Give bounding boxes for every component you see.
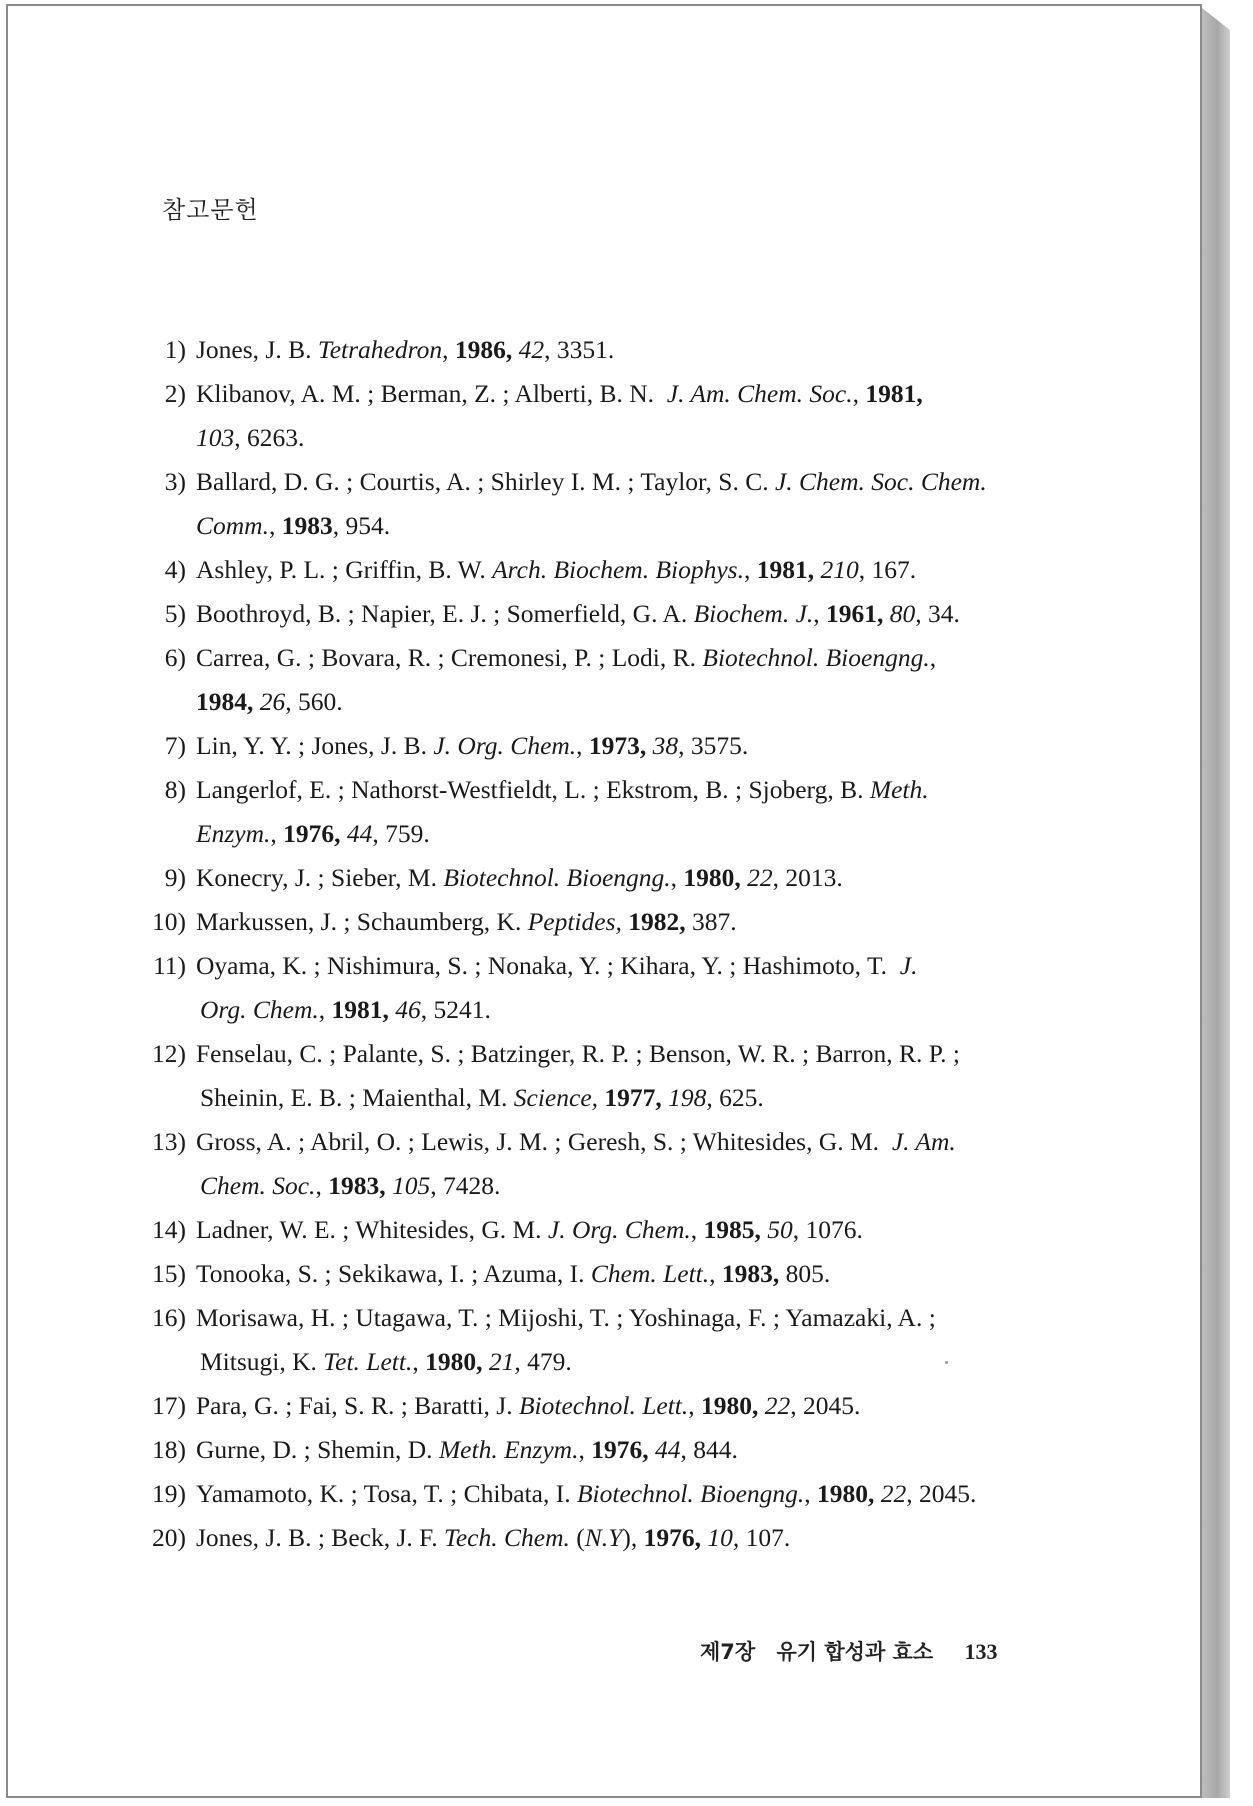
reference-text: 103, 6263. — [196, 423, 305, 452]
reference-text: Boothroyd, B. ; Napier, E. J. ; Somerfield, G. A. Biochem. J., 1961, 80, 34. — [196, 599, 960, 628]
page-footer — [700, 1636, 1011, 1666]
reference-text: Oyama, K. ; Nishimura, S. ; Nonaka, Y. ; Kihara, Y. ; Hashimoto, T. J. — [196, 951, 918, 980]
reference-text: Morisawa, H. ; Utagawa, T. ; Mijoshi, T. ; Yoshinaga, F. ; Yamazaki, A. ; — [196, 1303, 936, 1332]
reference-text: Para, G. ; Fai, S. R. ; Baratti, J. Biotechnol. Lett., 1980, 22, 2045. — [196, 1391, 861, 1420]
reference-text: Lin, Y. Y. ; Jones, J. B. J. Org. Chem., 1973, 38, 3575. — [196, 731, 749, 760]
reference-item — [148, 1252, 1048, 1296]
footer-chapter-title: 유기 합성과 효소 — [776, 1640, 934, 1664]
reference-text: Ladner, W. E. ; Whitesides, G. M. J. Org. Chem., 1985, 50, 1076. — [196, 1215, 863, 1244]
reference-text: Langerlof, E. ; Nathorst-Westfieldt, L. ; Ekstrom, B. ; Sjoberg, B. Meth. — [196, 775, 929, 804]
reference-item — [148, 1120, 1048, 1164]
reference-number: 5) — [164, 599, 186, 628]
reference-number: 6) — [164, 643, 186, 672]
reference-item — [148, 1384, 1048, 1428]
reference-text: Chem. Soc., 1983, 105, 7428. — [200, 1171, 501, 1200]
scan-speck — [945, 1361, 948, 1364]
reference-item — [148, 1516, 1048, 1560]
reference-continuation — [148, 1164, 1048, 1208]
reference-text: Markussen, J. ; Schaumberg, K. Peptides, 1982, 387. — [196, 907, 737, 936]
reference-text: Org. Chem., 1981, 46, 5241. — [200, 995, 491, 1024]
reference-number: 9) — [164, 863, 186, 892]
reference-continuation — [148, 504, 1048, 548]
reference-item — [148, 900, 1048, 944]
reference-text: Carrea, G. ; Bovara, R. ; Cremonesi, P. ; Lodi, R. Biotechnol. Bioengng., — [196, 643, 937, 672]
reference-item — [148, 856, 1048, 900]
reference-number: 7) — [164, 731, 186, 760]
reference-text: Gurne, D. ; Shemin, D. Meth. Enzym., 1976, 44, 844. — [196, 1435, 738, 1464]
reference-number: 1) — [164, 335, 186, 364]
reference-text: Mitsugi, K. Tet. Lett., 1980, 21, 479. — [200, 1347, 572, 1376]
reference-number: 8) — [164, 775, 186, 804]
footer-chapter: 제7장 — [700, 1640, 756, 1664]
reference-text: Sheinin, E. B. ; Maienthal, M. Science, 1977, 198, 625. — [200, 1083, 764, 1112]
reference-text: 1984, 26, 560. — [196, 687, 343, 716]
page-edge-shadow — [1202, 8, 1230, 1798]
reference-item — [148, 1428, 1048, 1472]
reference-text: Fenselau, C. ; Palante, S. ; Batzinger, R. P. ; Benson, W. R. ; Barron, R. P. ; — [196, 1039, 960, 1068]
reference-item — [148, 328, 1048, 372]
reference-item — [148, 548, 1048, 592]
reference-list — [148, 328, 1048, 1560]
page-number: 133 — [964, 1639, 998, 1664]
reference-item — [148, 1296, 1048, 1340]
reference-text: Jones, J. B. ; Beck, J. F. Tech. Chem. (N.Y), 1976, 10, 107. — [196, 1523, 791, 1552]
reference-text: Ballard, D. G. ; Courtis, A. ; Shirley I. M. ; Taylor, S. C. J. Chem. Soc. Chem. — [196, 467, 987, 496]
reference-item — [148, 592, 1048, 636]
reference-number: 13) — [152, 1127, 186, 1156]
reference-number: 19) — [152, 1479, 186, 1508]
reference-text: Enzym., 1976, 44, 759. — [196, 819, 430, 848]
reference-continuation — [148, 1076, 1048, 1120]
reference-item — [148, 636, 1048, 680]
reference-item — [148, 1208, 1048, 1252]
reference-number: 20) — [152, 1523, 186, 1552]
reference-number: 14) — [152, 1215, 186, 1244]
reference-item — [148, 460, 1048, 504]
reference-number: 17) — [152, 1391, 186, 1420]
reference-text: Jones, J. B. Tetrahedron, 1986, 42, 3351. — [196, 335, 615, 364]
reference-text: Konecry, J. ; Sieber, M. Biotechnol. Bioengng., 1980, 22, 2013. — [196, 863, 843, 892]
reference-text: Tonooka, S. ; Sekikawa, I. ; Azuma, I. Chem. Lett., 1983, 805. — [196, 1259, 831, 1288]
reference-number: 2) — [164, 379, 186, 408]
reference-number: 10) — [152, 907, 186, 936]
reference-item — [148, 1472, 1048, 1516]
reference-text: Yamamoto, K. ; Tosa, T. ; Chibata, I. Biotechnol. Bioengng., 1980, 22, 2045. — [196, 1479, 977, 1508]
reference-text: Gross, A. ; Abril, O. ; Lewis, J. M. ; Geresh, S. ; Whitesides, G. M. J. Am. — [196, 1127, 956, 1156]
reference-text: Ashley, P. L. ; Griffin, B. W. Arch. Biochem. Biophys., 1981, 210, 167. — [196, 555, 917, 584]
reference-number: 18) — [152, 1435, 186, 1464]
reference-text: Comm., 1983, 954. — [196, 511, 391, 540]
reference-number: 12) — [152, 1039, 186, 1068]
reference-item — [148, 372, 1048, 416]
section-title: 참고문헌 — [162, 196, 259, 224]
reference-item — [148, 1032, 1048, 1076]
reference-number: 3) — [164, 467, 186, 496]
reference-item — [148, 944, 1048, 988]
reference-continuation — [148, 1340, 1048, 1384]
reference-number: 16) — [152, 1303, 186, 1332]
reference-continuation — [148, 680, 1048, 724]
reference-continuation — [148, 416, 1048, 460]
reference-item — [148, 724, 1048, 768]
reference-text: Klibanov, A. M. ; Berman, Z. ; Alberti, B. N. J. Am. Chem. Soc., 1981, — [196, 379, 923, 408]
reference-continuation — [148, 988, 1048, 1032]
reference-continuation — [148, 812, 1048, 856]
reference-number: 11) — [152, 951, 186, 980]
reference-number: 4) — [164, 555, 186, 584]
reference-item — [148, 768, 1048, 812]
reference-number: 15) — [152, 1259, 186, 1288]
